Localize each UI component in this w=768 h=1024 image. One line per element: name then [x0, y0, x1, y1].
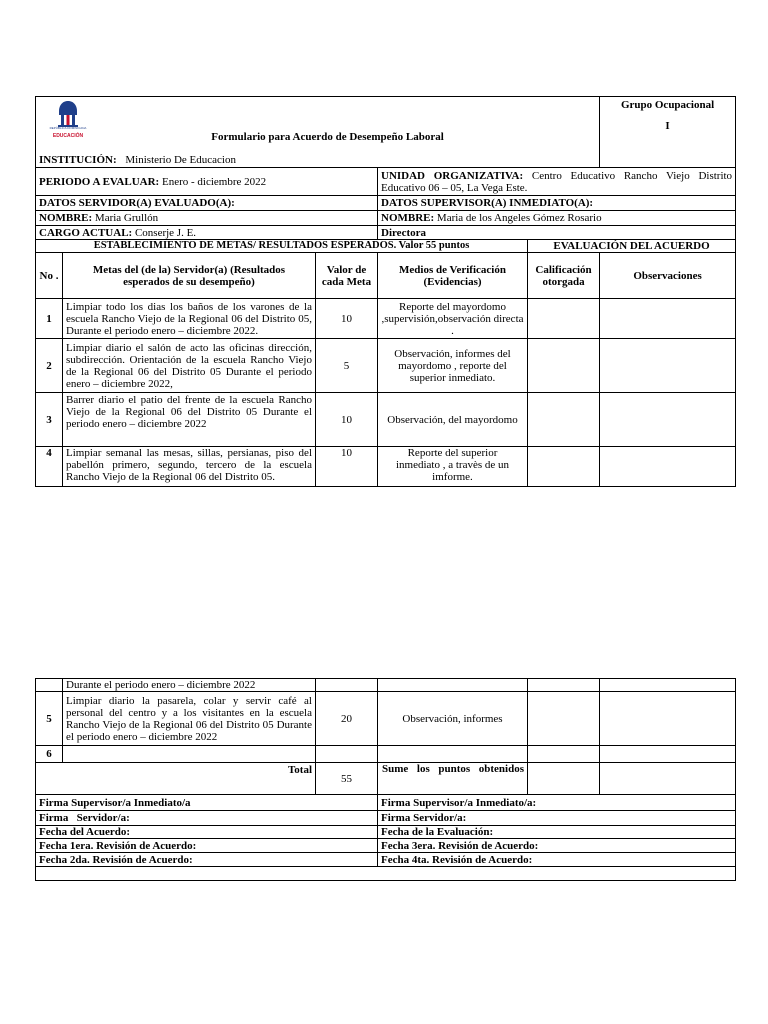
table-row — [36, 692, 736, 746]
footer-blank-row — [36, 867, 736, 881]
unit-label: UNIDAD ORGANIZATIVA: — [381, 169, 524, 182]
form-title: Formulario para Acuerdo de Desempeño Laboral — [211, 130, 444, 143]
logo-caption: EDUCACIÓN — [52, 133, 84, 139]
evaluation-section-title: EVALUACIÓN DEL ACUERDO — [528, 240, 736, 253]
goal-meta: Limpiar diario el salón de acto las oficinas dirección, subdirección. Orientación de la escuela Rancho Viejo de la Regional 06 del Distrito 05 Durante el periodo enero – diciembre 2022, — [63, 339, 316, 393]
firma-servidor-left: Firma Servidor/a: — [36, 811, 378, 826]
goal-calificacion[interactable] — [528, 339, 600, 393]
table-row — [36, 679, 736, 692]
table-row — [36, 447, 736, 487]
unit-value: Centro Educativo Rancho Viejo Distrito Educativo 06 – 05, La Vega Este. — [381, 169, 733, 194]
goal-medio — [378, 746, 528, 763]
goal-medio: Reporte del mayordomo ,supervisión,observación directa . — [378, 299, 528, 339]
goal-meta — [63, 746, 316, 763]
goal-no: 5 — [36, 692, 63, 746]
servant-section-title: DATOS SERVIDOR(A) EVALUADO(A): — [36, 196, 378, 211]
goal-medio: Observación, informes — [378, 692, 528, 746]
period-cell — [36, 168, 378, 196]
sum-calificacion[interactable] — [528, 763, 600, 795]
table-row — [36, 746, 736, 763]
fecha-evaluacion: Fecha de la Evaluación: — [378, 826, 736, 839]
form-header-table — [35, 96, 736, 487]
continuation-no — [36, 679, 63, 692]
supervisor-section-title: DATOS SUPERVISOR(A) INMEDIATO(A): — [378, 196, 736, 211]
sum-observaciones[interactable] — [600, 763, 736, 795]
continuation-valor — [316, 679, 378, 692]
fecha-2da-revision: Fecha 2da. Revisión de Acuerdo: — [36, 853, 378, 867]
goal-calificacion[interactable] — [528, 299, 600, 339]
period-value: Enero - diciembre 2022 — [161, 175, 267, 188]
goal-observaciones[interactable] — [600, 393, 736, 447]
goal-meta: Limpiar todo los dias los baños de los varones de la escuela Rancho Viejo de la Regional 06 del Distrito 05, Durante el periodo enero – diciembre 2022. — [63, 299, 316, 339]
col-header-calificacion: Calificación otorgada — [528, 253, 600, 299]
col-header-metas: Metas del (de la) Servidor(a) (Resultados esperados de su desempeño) — [63, 253, 316, 299]
institution-value: Ministerio De Educacion — [125, 154, 236, 167]
goal-no: 4 — [36, 447, 63, 487]
goal-calificacion[interactable] — [528, 692, 600, 746]
total-value: 55 — [316, 763, 378, 795]
goal-valor: 5 — [316, 339, 378, 393]
goal-medio: Reporte del superior inmediato , a travès de un imforme. — [378, 447, 528, 487]
cargo-label: CARGO ACTUAL: — [39, 226, 133, 239]
goal-valor: 10 — [316, 299, 378, 339]
goal-medio: Observación, del mayordomo — [378, 393, 528, 447]
goal-calificacion[interactable] — [528, 393, 600, 447]
goal-valor: 10 — [316, 447, 378, 487]
firma-servidor-right: Firma Servidor/a: — [378, 811, 736, 826]
goal-meta: Limpiar diario la pasarela, colar y servir café al personal del centro y a los visitantes en la escuela Rancho Viejo de la Regional 06 del Distrito 05 Durante el periodo enero – diciembre 2022 — [63, 692, 316, 746]
goal-no: 6 — [36, 746, 63, 763]
period-label: PERIODO A EVALUAR: — [39, 175, 160, 188]
logo-text: REPÚBLICA DOMINICANA — [49, 126, 87, 130]
col-header-medios: Medios de Verificación (Evidencias) — [378, 253, 528, 299]
supervisor-cargo: Directora — [378, 226, 736, 240]
goal-meta: Barrer diario el patio del frente de la escuela Rancho Viejo de la Regional 06 del Distrito 05 Durante el periodo enero – diciembre 2022 — [63, 393, 316, 447]
continuation-calificacion[interactable] — [528, 679, 600, 692]
goal-no: 3 — [36, 393, 63, 447]
continuation-text: Durante el periodo enero – diciembre 2022 — [63, 679, 316, 692]
fecha-1ra-revision: Fecha 1era. Revisión de Acuerdo: — [36, 839, 378, 853]
goal-observaciones[interactable] — [600, 447, 736, 487]
table-row — [36, 393, 736, 447]
form-page-2 — [35, 678, 735, 881]
col-header-no: No . — [36, 253, 63, 299]
cargo-value: Conserje J. E. — [134, 226, 197, 239]
goal-valor: 20 — [316, 692, 378, 746]
goals-section-title: ESTABLECIMIENTO DE METAS/ RESULTADOS ESPERADOS. Valor 55 puntos — [36, 240, 528, 253]
firma-supervisor-right: Firma Supervisor/a Inmediato/a: — [378, 795, 736, 811]
servant-name-label: NOMBRE: — [39, 212, 93, 224]
goal-no: 2 — [36, 339, 63, 393]
goal-calificacion[interactable] — [528, 746, 600, 763]
goal-valor: 10 — [316, 393, 378, 447]
supervisor-name-label: NOMBRE: — [381, 212, 435, 224]
goal-meta: Limpiar semanal las mesas, sillas, persianas, piso del pabellón primero, segundo, tercero de la escuela Rancho Viejo de la Regional 06 del Distrito 05. — [63, 447, 316, 487]
goal-no: 1 — [36, 299, 63, 339]
total-label: Total — [36, 763, 316, 795]
col-header-observaciones: Observaciones — [600, 253, 736, 299]
fecha-3ra-revision: Fecha 3era. Revisión de Acuerdo: — [378, 839, 736, 853]
fecha-acuerdo: Fecha del Acuerdo: — [36, 826, 378, 839]
supervisor-name: Maria de los Angeles Gómez Rosario — [436, 212, 602, 224]
table-row — [36, 339, 736, 393]
goal-observaciones[interactable] — [600, 746, 736, 763]
continuation-medio — [378, 679, 528, 692]
goal-observaciones[interactable] — [600, 692, 736, 746]
goal-medio: Observación, informes del mayordomo , reporte del superior inmediato. — [378, 339, 528, 393]
servant-name: Maria Grullón — [94, 212, 159, 224]
supervisor-name-cell — [378, 211, 736, 226]
group-cell — [600, 97, 736, 168]
fecha-4ta-revision: Fecha 4ta. Revisión de Acuerdo: — [378, 853, 736, 867]
goal-valor — [316, 746, 378, 763]
form-page-1 — [35, 96, 735, 487]
goal-observaciones[interactable] — [600, 339, 736, 393]
unit-cell — [378, 168, 736, 196]
header-title-cell — [36, 97, 600, 154]
form-continuation-table — [35, 678, 736, 881]
goal-observaciones[interactable] — [600, 299, 736, 339]
institution-cell — [36, 154, 600, 168]
ministry-logo — [42, 99, 94, 141]
institution-label: INSTITUCIÓN: — [39, 154, 117, 167]
sum-label: Sume los puntos obtenidos — [378, 763, 528, 795]
cargo-cell — [36, 226, 378, 240]
servant-name-cell — [36, 211, 378, 226]
group-label: Grupo Ocupacional — [620, 99, 715, 111]
group-value: I — [665, 120, 670, 132]
firma-supervisor-left: Firma Supervisor/a Inmediato/a — [36, 795, 378, 811]
col-header-valor: Valor de cada Meta — [316, 253, 378, 299]
table-row — [36, 299, 736, 339]
continuation-observaciones[interactable] — [600, 679, 736, 692]
goal-calificacion[interactable] — [528, 447, 600, 487]
